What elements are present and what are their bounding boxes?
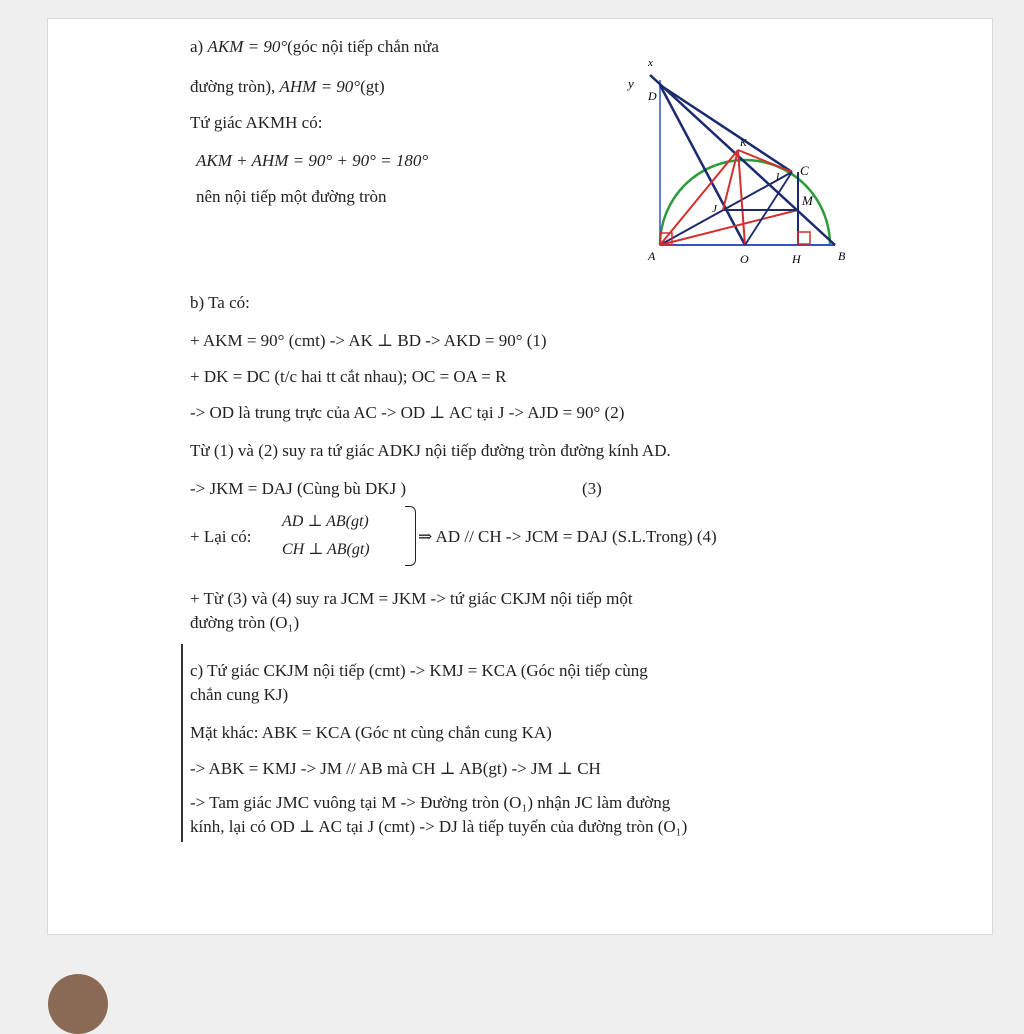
- label-o: O: [740, 252, 749, 266]
- label-d: D: [648, 89, 657, 103]
- part-c-line-6: kính, lại có OD ⊥ AC tại J (cmt) -> DJ là tiếp tuyến của đường tròn (O₁): [190, 817, 688, 836]
- part-a-text-2: đường tròn),: [190, 77, 276, 96]
- label-a: A: [648, 249, 656, 263]
- label-y: y: [628, 76, 634, 91]
- part-c-left-bar: [181, 644, 183, 842]
- label-b: B: [838, 249, 846, 263]
- part-b-line-5a: -> JKM = DAJ (Cùng bù DKJ ): [190, 479, 407, 498]
- line-dc: [660, 85, 792, 172]
- label-x: x: [648, 57, 653, 69]
- angle-ahm: AHM = 90°: [279, 77, 361, 96]
- avatar[interactable]: [48, 974, 108, 1034]
- part-b-line-7: + Từ (3) và (4) suy ra JCM = JKM -> tứ giác CKJM nội tiếp một: [190, 589, 633, 608]
- label-c: C: [800, 163, 809, 178]
- part-b-line-8: đường tròn (O₁): [190, 613, 300, 632]
- system-bottom: CH ⊥ AB(gt): [282, 541, 370, 558]
- part-a-line-1: a) AKM = 90°(góc nội tiếp chắn nửa: [190, 37, 439, 56]
- part-b-line-3: -> OD là trung trực của AC -> OD ⊥ AC tại J -> AJD = 90° (2): [190, 403, 625, 422]
- part-a-line-4: AKM + AHM = 90° + 90° = 180°: [196, 151, 429, 170]
- part-b-line-2: + DK = DC (t/c hai tt cắt nhau); OC = OA = R: [190, 367, 507, 386]
- system-top: AD ⊥ AB(gt): [282, 513, 369, 530]
- part-a-text-1: (góc nội tiếp chắn nửa: [287, 37, 439, 56]
- part-c-line-2: chắn cung KJ): [190, 685, 289, 704]
- part-b-title: b) Ta có:: [190, 293, 250, 312]
- part-b-line-4: Từ (1) và (2) suy ra tứ giác ADKJ nội tiếp đường tròn đường kính AD.: [190, 441, 671, 460]
- label-k: K: [740, 138, 747, 149]
- part-c-line-3: Mặt khác: ABK = KCA (Góc nt cùng chắn cung KA): [190, 723, 552, 742]
- part-b-line-1: + AKM = 90° (cmt) -> AK ⊥ BD -> AKD = 90° (1): [190, 331, 547, 350]
- label-j: J: [712, 203, 717, 215]
- part-c-line-4: -> ABK = KMJ -> JM // AB mà CH ⊥ AB(gt) -> JM ⊥ CH: [190, 759, 601, 778]
- angle-akm: AKM = 90°: [207, 37, 288, 56]
- part-c-line-1: c) Tứ giác CKJM nội tiếp (cmt) -> KMJ = KCA (Góc nội tiếp cùng: [190, 661, 648, 680]
- part-a-line-5: nên nội tiếp một đường tròn: [196, 187, 387, 206]
- part-b-line-6-tail: ⇒ AD // CH -> JCM = DAJ (S.L.Trong) (4): [418, 527, 717, 546]
- label-m: M: [802, 193, 813, 208]
- label-i: I: [776, 172, 780, 183]
- part-a-tail-2: (gt): [360, 77, 385, 96]
- label-h: H: [792, 252, 801, 266]
- geometry-figure: [620, 50, 870, 275]
- right-angle-h: [798, 232, 810, 244]
- part-b-line-6-prefix: + Lại có:: [190, 527, 252, 546]
- part-b-line-5b: (3): [582, 479, 602, 498]
- line-ac: [660, 172, 792, 245]
- part-b-system: [282, 508, 370, 564]
- part-c-line-5: -> Tam giác JMC vuông tại M -> Đường tròn (O₁) nhận JC làm đường: [190, 793, 671, 812]
- part-a-line-2: [190, 76, 385, 98]
- system-brace: [405, 506, 416, 566]
- part-a-line-3: Tứ giác AKMH có:: [190, 113, 323, 132]
